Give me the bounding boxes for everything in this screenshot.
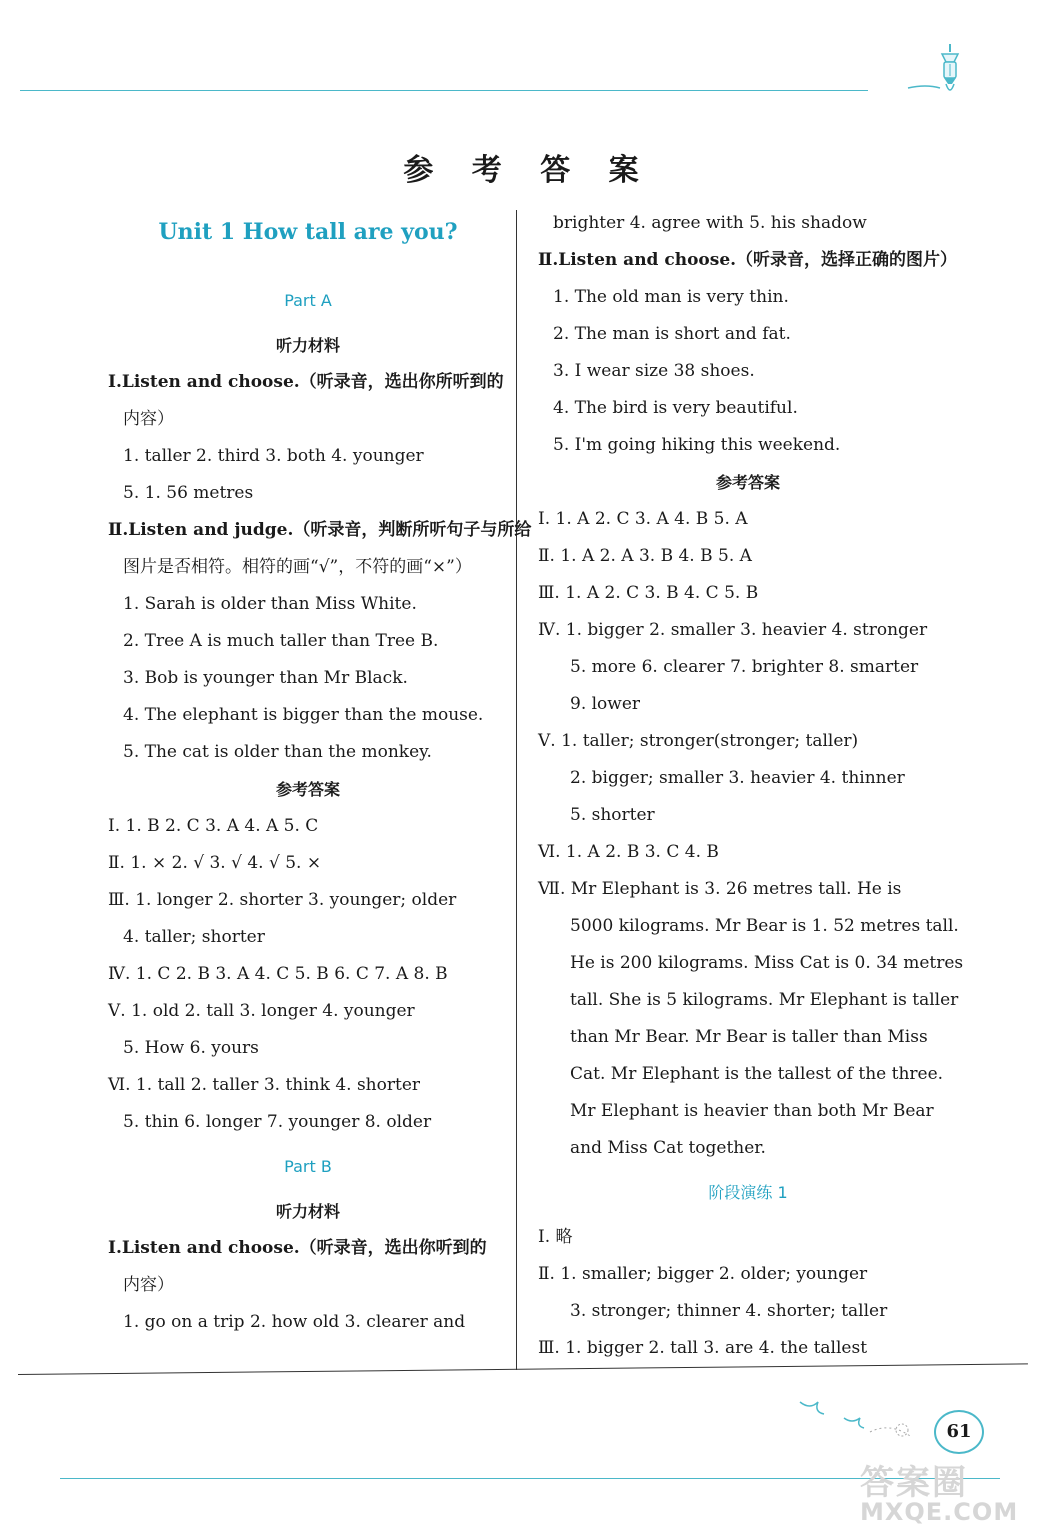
text-line: 5. 1. 56 metres	[123, 483, 254, 503]
page-number: 61	[934, 1410, 984, 1454]
text-line: Mr Elephant is heavier than both Mr Bear	[570, 1101, 934, 1121]
question-number: Ⅰ.	[108, 372, 122, 392]
answer-line: Ⅶ. Mr Elephant is 3. 26 metres tall. He is	[538, 879, 902, 899]
text-line: 4. The elephant is bigger than the mouse.	[123, 705, 484, 725]
text-line: 1. Sarah is older than Miss White.	[123, 594, 417, 614]
text-line: 4. taller; shorter	[123, 927, 265, 947]
text-line: 2. The man is short and fat.	[553, 324, 791, 344]
text-line: 1. go on a trip 2. how old 3. clearer and	[123, 1312, 466, 1332]
text-line: 5. more 6. clearer 7. brighter 8. smarter	[570, 657, 919, 677]
text-line: He is 200 kilograms. Miss Cat is 0. 34 metres	[570, 953, 964, 973]
subsection-heading: 听力材料	[275, 336, 340, 355]
answer-line: Ⅰ. 1. B 2. C 3. A 4. A 5. C	[108, 816, 319, 836]
footer-rule	[60, 1478, 1000, 1479]
column-divider	[516, 210, 517, 1370]
subsection-heading: 参考答案	[715, 473, 780, 492]
text-line: 1. taller 2. third 3. both 4. younger	[123, 446, 424, 466]
watermark	[860, 1455, 1050, 1530]
text-line: 4. The bird is very beautiful.	[553, 398, 798, 418]
answer-line: Ⅲ. 1. bigger 2. tall 3. are 4. the tallest	[538, 1338, 868, 1358]
left-column	[108, 205, 532, 1341]
section-heading: Part A	[284, 291, 332, 310]
text-line: 内容）	[123, 409, 174, 429]
text-line: 5. shorter	[570, 805, 655, 825]
question-heading	[108, 364, 508, 401]
answer-line: Ⅳ. 1. bigger 2. smaller 3. heavier 4. stronger	[538, 620, 928, 640]
text-line: and Miss Cat together.	[570, 1138, 766, 1158]
text-line: tall. She is 5 kilograms. Mr Elephant is taller	[570, 990, 959, 1010]
answer-line: Ⅱ. 1. smaller; bigger 2. older; younger	[538, 1264, 868, 1284]
question-number: Ⅰ.	[108, 1238, 122, 1258]
section-heading: 阶段演练 1	[708, 1183, 788, 1202]
answer-line: Ⅱ. 1. A 2. A 3. B 4. B 5. A	[538, 546, 752, 566]
question-number: Ⅱ.	[108, 520, 129, 540]
page-title: 参 考 答 案	[403, 153, 653, 188]
text-line: 5. thin 6. longer 7. younger 8. older	[123, 1112, 432, 1132]
text-line: 5000 kilograms. Mr Bear is 1. 52 metres tall.	[570, 916, 959, 936]
answer-line: Ⅲ. 1. longer 2. shorter 3. younger; older	[108, 890, 457, 910]
text-line: 5. How 6. yours	[123, 1038, 259, 1058]
question-heading	[108, 1230, 508, 1267]
question-text: Listen and choose.（听录音，选出你听到的	[121, 1238, 487, 1258]
answer-line: Ⅰ. 1. A 2. C 3. A 4. B 5. A	[538, 509, 748, 529]
question-text: Listen and choose.（听录音，选择正确的图片）	[558, 250, 958, 270]
text-line: 9. lower	[570, 694, 641, 714]
birds-decoration-icon	[790, 1392, 930, 1452]
text-line: 5. I'm going hiking this weekend.	[553, 435, 841, 455]
answer-line: Ⅲ. 1. A 2. C 3. B 4. C 5. B	[538, 583, 759, 603]
answer-line: Ⅳ. 1. C 2. B 3. A 4. C 5. B 6. C 7. A 8. B	[108, 964, 448, 984]
header-rule	[20, 90, 868, 91]
text-line: 3. stronger; thinner 4. shorter; taller	[570, 1301, 888, 1321]
text-line: 图片是否相符。相符的画“√”，不符的画“×”）	[123, 557, 472, 577]
watermark-line1: 答案圈	[860, 1463, 968, 1503]
lamp-icon	[906, 40, 966, 100]
question-number: Ⅱ.	[538, 250, 559, 270]
question-text: Listen and choose.（听录音，选出你所听到的	[121, 372, 504, 392]
subsection-heading: 听力材料	[275, 1202, 340, 1221]
question-heading	[108, 512, 532, 549]
text-line: 1. The old man is very thin.	[553, 287, 789, 307]
section-heading: Part B	[284, 1157, 332, 1176]
answer-line: Ⅰ. 略	[538, 1227, 573, 1247]
text-line: 3. Bob is younger than Mr Black.	[123, 668, 408, 688]
answer-line: Ⅴ. 1. taller; stronger(stronger; taller)	[538, 731, 859, 751]
text-line: 5. The cat is older than the monkey.	[123, 742, 432, 762]
text-line: than Mr Bear. Mr Bear is taller than Miss	[570, 1027, 928, 1047]
question-heading	[538, 242, 958, 279]
subsection-heading: 参考答案	[275, 780, 340, 799]
answer-line: Ⅵ. 1. A 2. B 3. C 4. B	[538, 842, 719, 862]
unit-title: Unit 1 How tall are you?	[158, 219, 458, 245]
watermark-line2: MXQE.COM	[860, 1498, 1019, 1526]
bottom-rule	[18, 1363, 1028, 1375]
answer-line: Ⅴ. 1. old 2. tall 3. longer 4. younger	[108, 1001, 415, 1021]
text-line: brighter 4. agree with 5. his shadow	[553, 213, 867, 233]
text-line: 2. Tree A is much taller than Tree B.	[123, 631, 439, 651]
answer-line: Ⅵ. 1. tall 2. taller 3. think 4. shorter	[108, 1075, 421, 1095]
text-line: Cat. Mr Elephant is the tallest of the three.	[570, 1064, 944, 1084]
right-column	[538, 205, 964, 1367]
text-line: 3. I wear size 38 shoes.	[553, 361, 755, 381]
text-line: 2. bigger; smaller 3. heavier 4. thinner	[570, 768, 905, 788]
question-text: Listen and judge.（听录音，判断所听句子与所给	[128, 520, 532, 540]
text-line: 内容）	[123, 1275, 174, 1295]
answer-line: Ⅱ. 1. × 2. √ 3. √ 4. √ 5. ×	[108, 853, 322, 873]
